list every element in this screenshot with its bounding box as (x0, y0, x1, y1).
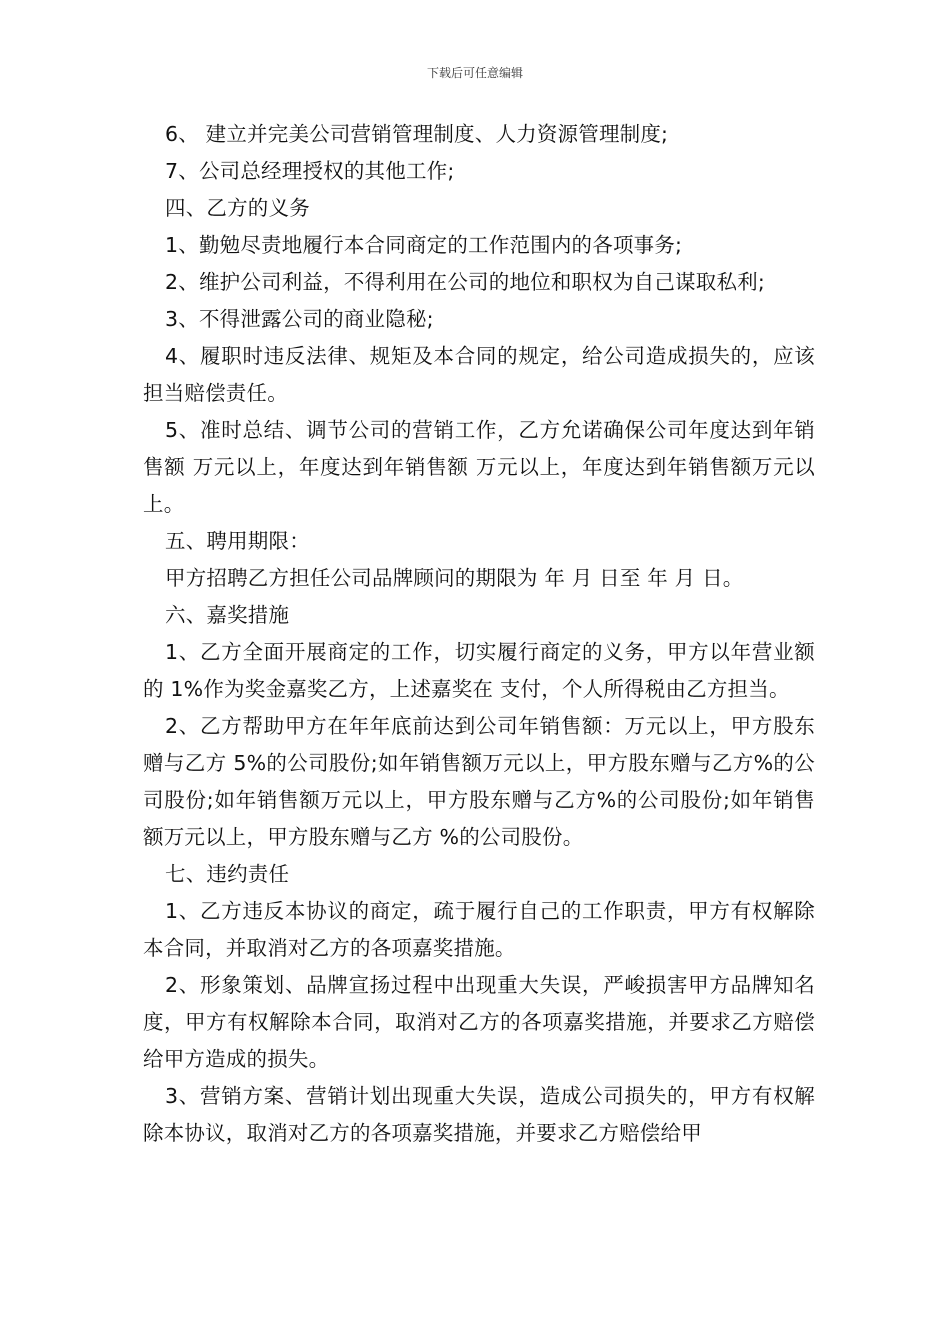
paragraph-3: 1、勤勉尽责地履行本合同商定的工作范围内的各项事务; (165, 233, 683, 257)
section-heading-4: 四、乙方的义务 (165, 196, 310, 220)
section-heading-6: 六、嘉奖措施 (165, 603, 290, 627)
paragraph-11: 1、乙方违反本协议的商定，疏于履行自己的工作职责，甲方有权解除本合同，并取消对乙方的各项嘉奖措施。 (143, 899, 815, 960)
paragraph-6: 4、履职时违反法律、规矩及本合同的规定，给公司造成损失的，应该担当赔偿责任。 (143, 344, 815, 405)
paragraph-1: 6、 建立并完美公司营销管理制度、人力资源管理制度; (165, 122, 669, 146)
paragraph-5: 3、不得泄露公司的商业隐秘; (165, 307, 434, 331)
paragraph-9: 1、乙方全面开展商定的工作，切实履行商定的义务，甲方以年营业额的 1%作为奖金嘉奖乙方，上述嘉奖在 支付，个人所得税由乙方担当。 (143, 640, 815, 701)
paragraph-8: 甲方招聘乙方担任公司品牌顾问的期限为 年 月 日至 年 月 日。 (165, 566, 744, 590)
page-header: 下载后可任意编辑 (426, 66, 523, 80)
section-heading-5: 五、聘用期限： (165, 529, 310, 553)
paragraph-13: 3、营销方案、营销计划出现重大失误，造成公司损失的，甲方有权解除本协议，取消对乙方的各项嘉奖措施，并要求乙方赔偿给甲 (143, 1084, 815, 1145)
paragraph-10: 2、乙方帮助甲方在年年底前达到公司年销售额：万元以上，甲方股东赠与乙方 5%的公司股份;如年销售额万元以上，甲方股东赠与乙方%的公司股份;如年销售额万元以上，甲方股东赠与乙方%的公司股份;如年销售额万元以上，甲方股东赠与乙方 %的公司股份。 (143, 714, 815, 849)
section-heading-7: 七、违约责任 (165, 862, 290, 886)
document-body (143, 116, 815, 1152)
paragraph-2: 7、公司总经理授权的其他工作; (165, 159, 455, 183)
paragraph-4: 2、维护公司利益，不得利用在公司的地位和职权为自己谋取私利; (165, 270, 765, 294)
paragraph-7: 5、准时总结、调节公司的营销工作，乙方允诺确保公司年度达到年销售额 万元以上，年度达到年销售额 万元以上，年度达到年销售额万元以上。 (143, 418, 815, 516)
paragraph-12: 2、形象策划、品牌宣扬过程中出现重大失误，严峻损害甲方品牌知名度，甲方有权解除本合同，取消对乙方的各项嘉奖措施，并要求乙方赔偿给甲方造成的损失。 (143, 973, 815, 1071)
